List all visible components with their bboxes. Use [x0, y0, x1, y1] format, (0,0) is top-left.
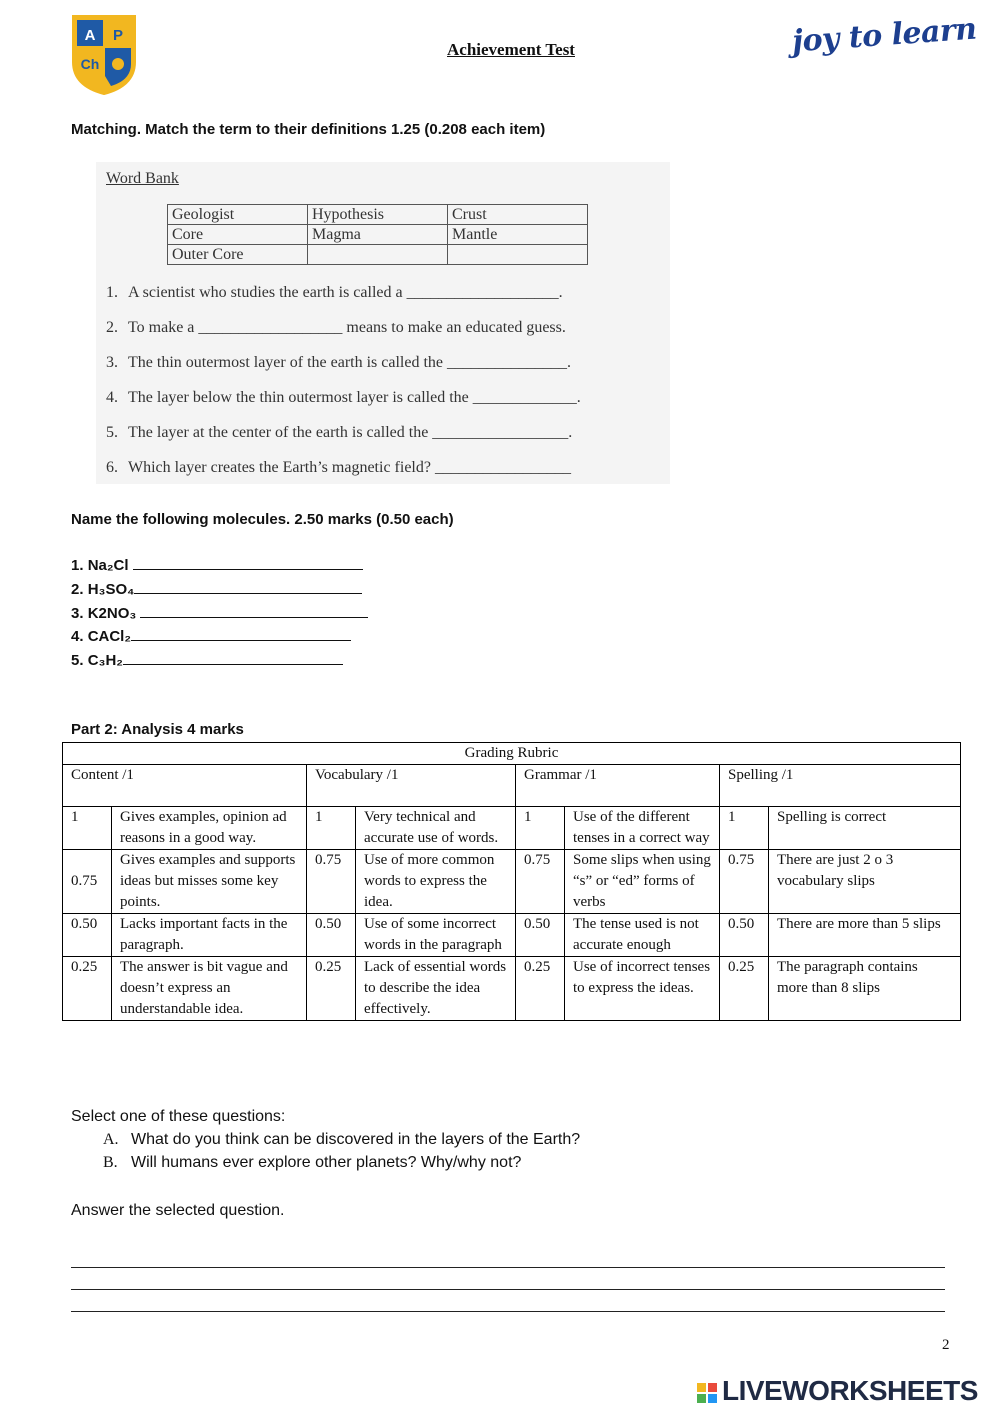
matching-question [106, 389, 581, 407]
answer-blank[interactable] [140, 605, 368, 618]
rubric-description: Use of more common words to express the idea. [356, 850, 516, 914]
rubric-description: Gives examples, opinion ad reasons in a good way. [112, 807, 307, 850]
rubric-score: 0.75 [516, 850, 565, 914]
question-number: 2. [106, 319, 118, 336]
question-number: 4. [106, 389, 118, 406]
molecule-formula: K2NO₃ [87, 605, 137, 622]
word-bank-row [168, 205, 588, 225]
rubric-description: Use of some incorrect words in the paragraph [356, 914, 516, 957]
rubric-score: 0.75 [720, 850, 769, 914]
option-text: Will humans ever explore other planets? Why/why not? [131, 1154, 522, 1171]
logo-letter-a: A [84, 27, 96, 44]
logo-letter-p: P [112, 27, 124, 44]
answer-prompt: Answer the selected question. [71, 1202, 285, 1219]
molecule-item [71, 581, 362, 598]
page-number: 2 [942, 1337, 950, 1353]
question-option [103, 1131, 580, 1149]
brand-logo-text: joy to learn [791, 11, 978, 60]
question-text: The thin outermost layer of the earth is called the _______________. [128, 354, 571, 371]
rubric-title: Grading Rubric [63, 743, 961, 765]
rubric-description: Use of incorrect tenses to express the ideas. [565, 957, 720, 1021]
rubric-category-row [63, 765, 961, 807]
question-number: 6. [106, 459, 118, 476]
rubric-score: 1 [307, 807, 356, 850]
question-text: Which layer creates the Earth’s magnetic field? _________________ [128, 459, 571, 476]
rubric-category: Grammar /1 [516, 765, 720, 807]
molecule-number: 3. [71, 605, 84, 622]
matching-question [106, 424, 572, 442]
word-bank-cell: Mantle [448, 225, 588, 245]
word-bank-cell [448, 245, 588, 265]
rubric-description: There are just 2 o 3 vocabulary slips [769, 850, 961, 914]
rubric-score: 0.25 [516, 957, 565, 1021]
word-bank-cell: Hypothesis [308, 205, 448, 225]
molecule-number: 5. [71, 652, 84, 669]
molecule-item [71, 557, 363, 574]
logo-letters-ch: Ch [80, 56, 100, 72]
matching-heading: Matching. Match the term to their definitions 1.25 (0.208 each item) [71, 121, 546, 138]
rubric-description: Spelling is correct [769, 807, 961, 850]
rubric-score: 1 [63, 807, 112, 850]
rubric-description: The tense used is not accurate enough [565, 914, 720, 957]
rubric-description: Lacks important facts in the paragraph. [112, 914, 307, 957]
answer-line[interactable] [71, 1267, 945, 1268]
rubric-title-row [63, 743, 961, 765]
analysis-heading: Part 2: Analysis 4 marks [71, 721, 244, 738]
rubric-score: 0.50 [307, 914, 356, 957]
word-bank-cell: Core [168, 225, 308, 245]
rubric-score: 1 [516, 807, 565, 850]
answer-blank[interactable] [123, 652, 343, 665]
answer-blank[interactable] [131, 628, 351, 641]
question-text: The layer below the thin outermost layer is called the _____________. [128, 389, 581, 406]
question-number: 5. [106, 424, 118, 441]
rubric-category: Spelling /1 [720, 765, 961, 807]
matching-question [106, 319, 566, 337]
rubric-row [63, 807, 961, 850]
answer-line[interactable] [71, 1311, 945, 1312]
option-letter: A. [103, 1131, 119, 1148]
molecule-item [71, 628, 351, 645]
word-bank-row [168, 245, 588, 265]
liveworksheets-icon [696, 1376, 720, 1410]
matching-question [106, 284, 563, 302]
rubric-score: 0.50 [63, 914, 112, 957]
rubric-description: The paragraph contains more than 8 slips [769, 957, 961, 1021]
rubric-score: 0.25 [63, 957, 112, 1021]
word-bank-cell: Magma [308, 225, 448, 245]
question-option [103, 1154, 521, 1172]
rubric-category: Content /1 [63, 765, 307, 807]
rubric-score: 0.75 [63, 850, 112, 914]
rubric-description: The answer is bit vague and doesn’t express an understandable idea. [112, 957, 307, 1021]
rubric-description: Some slips when using “s” or “ed” forms of verbs [565, 850, 720, 914]
rubric-row [63, 850, 961, 914]
molecule-formula: H₃SO₄ [87, 581, 135, 598]
rubric-score: 0.75 [307, 850, 356, 914]
molecule-number: 1. [71, 557, 84, 574]
select-question-intro: Select one of these questions: [71, 1108, 286, 1125]
molecule-item [71, 652, 343, 669]
rubric-score: 0.50 [516, 914, 565, 957]
rubric-description: Very technical and accurate use of words. [356, 807, 516, 850]
rubric-row [63, 957, 961, 1021]
rubric-description: Use of the different tenses in a correct way [565, 807, 720, 850]
word-bank-cell: Outer Core [168, 245, 308, 265]
matching-scan [96, 162, 670, 484]
answer-blank[interactable] [133, 557, 363, 570]
matching-question [106, 459, 571, 477]
molecule-formula: CACl₂ [87, 628, 132, 645]
rubric-score: 0.25 [307, 957, 356, 1021]
question-number: 1. [106, 284, 118, 301]
molecule-number: 2. [71, 581, 84, 598]
word-bank-cell: Crust [448, 205, 588, 225]
answer-line[interactable] [71, 1289, 945, 1290]
question-number: 3. [106, 354, 118, 371]
rubric-score: 0.50 [720, 914, 769, 957]
molecules-heading: Name the following molecules. 2.50 marks (0.50 each) [71, 511, 454, 528]
page-title: Achievement Test [447, 40, 575, 59]
matching-question [106, 354, 571, 372]
word-bank-label: Word Bank [106, 170, 179, 187]
molecule-formula: C₃H₂ [87, 652, 123, 669]
answer-blank[interactable] [134, 581, 362, 594]
rubric-description: Gives examples and supports ideas but misses some key points. [112, 850, 307, 914]
molecule-formula: Na₂Cl [87, 557, 129, 574]
rubric-row [63, 914, 961, 957]
rubric-description: There are more than 5 slips [769, 914, 961, 957]
liveworksheets-wordmark: LIVEWORKSHEETS [722, 1375, 978, 1406]
rubric-description: Lack of essential words to describe the idea effectively. [356, 957, 516, 1021]
grading-rubric-table [62, 742, 961, 1021]
rubric-score: 1 [720, 807, 769, 850]
word-bank-row [168, 225, 588, 245]
question-text: To make a __________________ means to make an educated guess. [128, 319, 566, 336]
option-text: What do you think can be discovered in the layers of the Earth? [131, 1131, 581, 1148]
question-text: A scientist who studies the earth is called a ___________________. [128, 284, 563, 301]
word-bank-table [167, 204, 588, 265]
question-text: The layer at the center of the earth is called the _________________. [128, 424, 573, 441]
molecule-item [71, 605, 368, 622]
word-bank-cell [308, 245, 448, 265]
word-bank-cell: Geologist [168, 205, 308, 225]
option-letter: B. [103, 1154, 118, 1171]
rubric-score: 0.25 [720, 957, 769, 1021]
molecule-number: 4. [71, 628, 84, 645]
rubric-category: Vocabulary /1 [307, 765, 516, 807]
